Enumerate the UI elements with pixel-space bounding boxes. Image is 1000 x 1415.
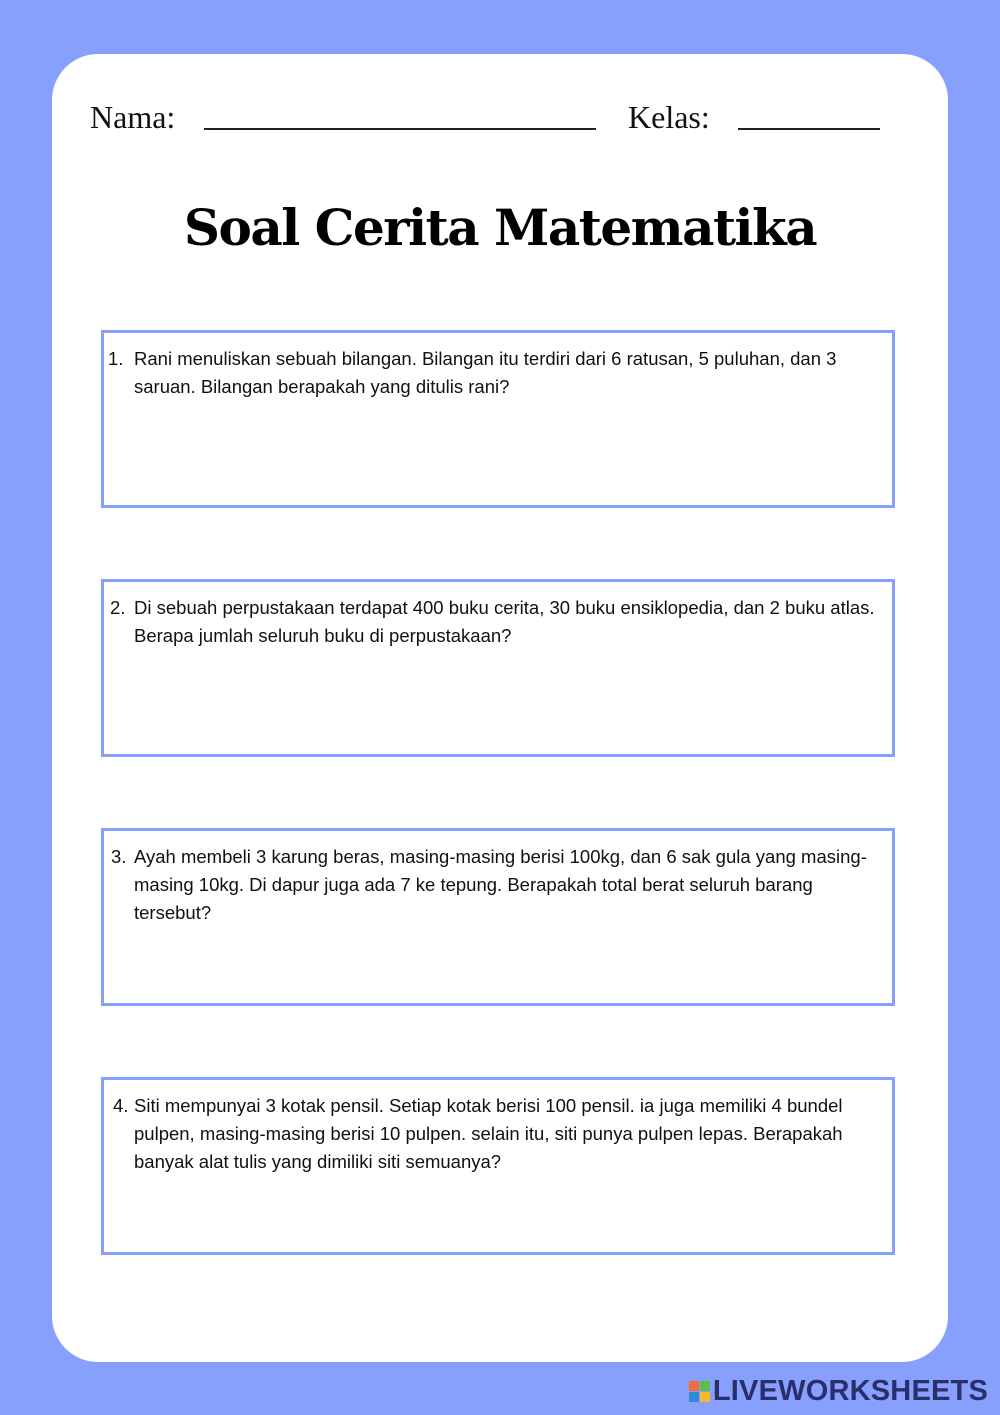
- question-number: 3.: [111, 846, 127, 867]
- question-number: 1.: [108, 348, 124, 369]
- question-text: Ayah membeli 3 karung beras, masing-masing berisi 100kg, dan 6 sak gula yang masing-masing 10kg. Di dapur juga ada 7 ke tepung. Berapakah total berat seluruh barang tersebut?: [134, 846, 867, 923]
- liveworksheets-brand: [689, 1374, 988, 1408]
- student-info-row: [90, 94, 910, 140]
- liveworksheets-logo-icon: [689, 1381, 710, 1402]
- question-box-1[interactable]: [101, 330, 895, 508]
- class-field[interactable]: [738, 128, 880, 130]
- question-text: Siti mempunyai 3 kotak pensil. Setiap kotak berisi 100 pensil. ia juga memiliki 4 bundel pulpen, masing-masing berisi 10 pulpen. selain itu, siti punya pulpen lepas. Berapakah banyak alat tulis yang dimiliki siti semuanya?: [134, 1095, 843, 1172]
- question-box-3[interactable]: [101, 828, 895, 1006]
- brand-name: LIVEWORKSHEETS: [712, 1374, 988, 1407]
- question-text: Rani menuliskan sebuah bilangan. Bilangan itu terdiri dari 6 ratusan, 5 puluhan, dan 3 saruan. Bilangan berapakah yang ditulis rani?: [134, 348, 837, 397]
- class-label: Kelas:: [628, 99, 710, 135]
- name-label: Nama:: [90, 99, 176, 135]
- question-text: Di sebuah perpustakaan terdapat 400 buku cerita, 30 buku ensiklopedia, dan 2 buku atlas. Berapa jumlah seluruh buku di perpustakaan?: [134, 597, 875, 646]
- question-box-2[interactable]: [101, 579, 895, 757]
- question-number: 4.: [113, 1095, 129, 1116]
- question-box-4[interactable]: [101, 1077, 895, 1255]
- question-number: 2.: [110, 597, 126, 618]
- name-field[interactable]: [204, 128, 596, 130]
- page-title: Soal Cerita Matematika: [183, 198, 817, 257]
